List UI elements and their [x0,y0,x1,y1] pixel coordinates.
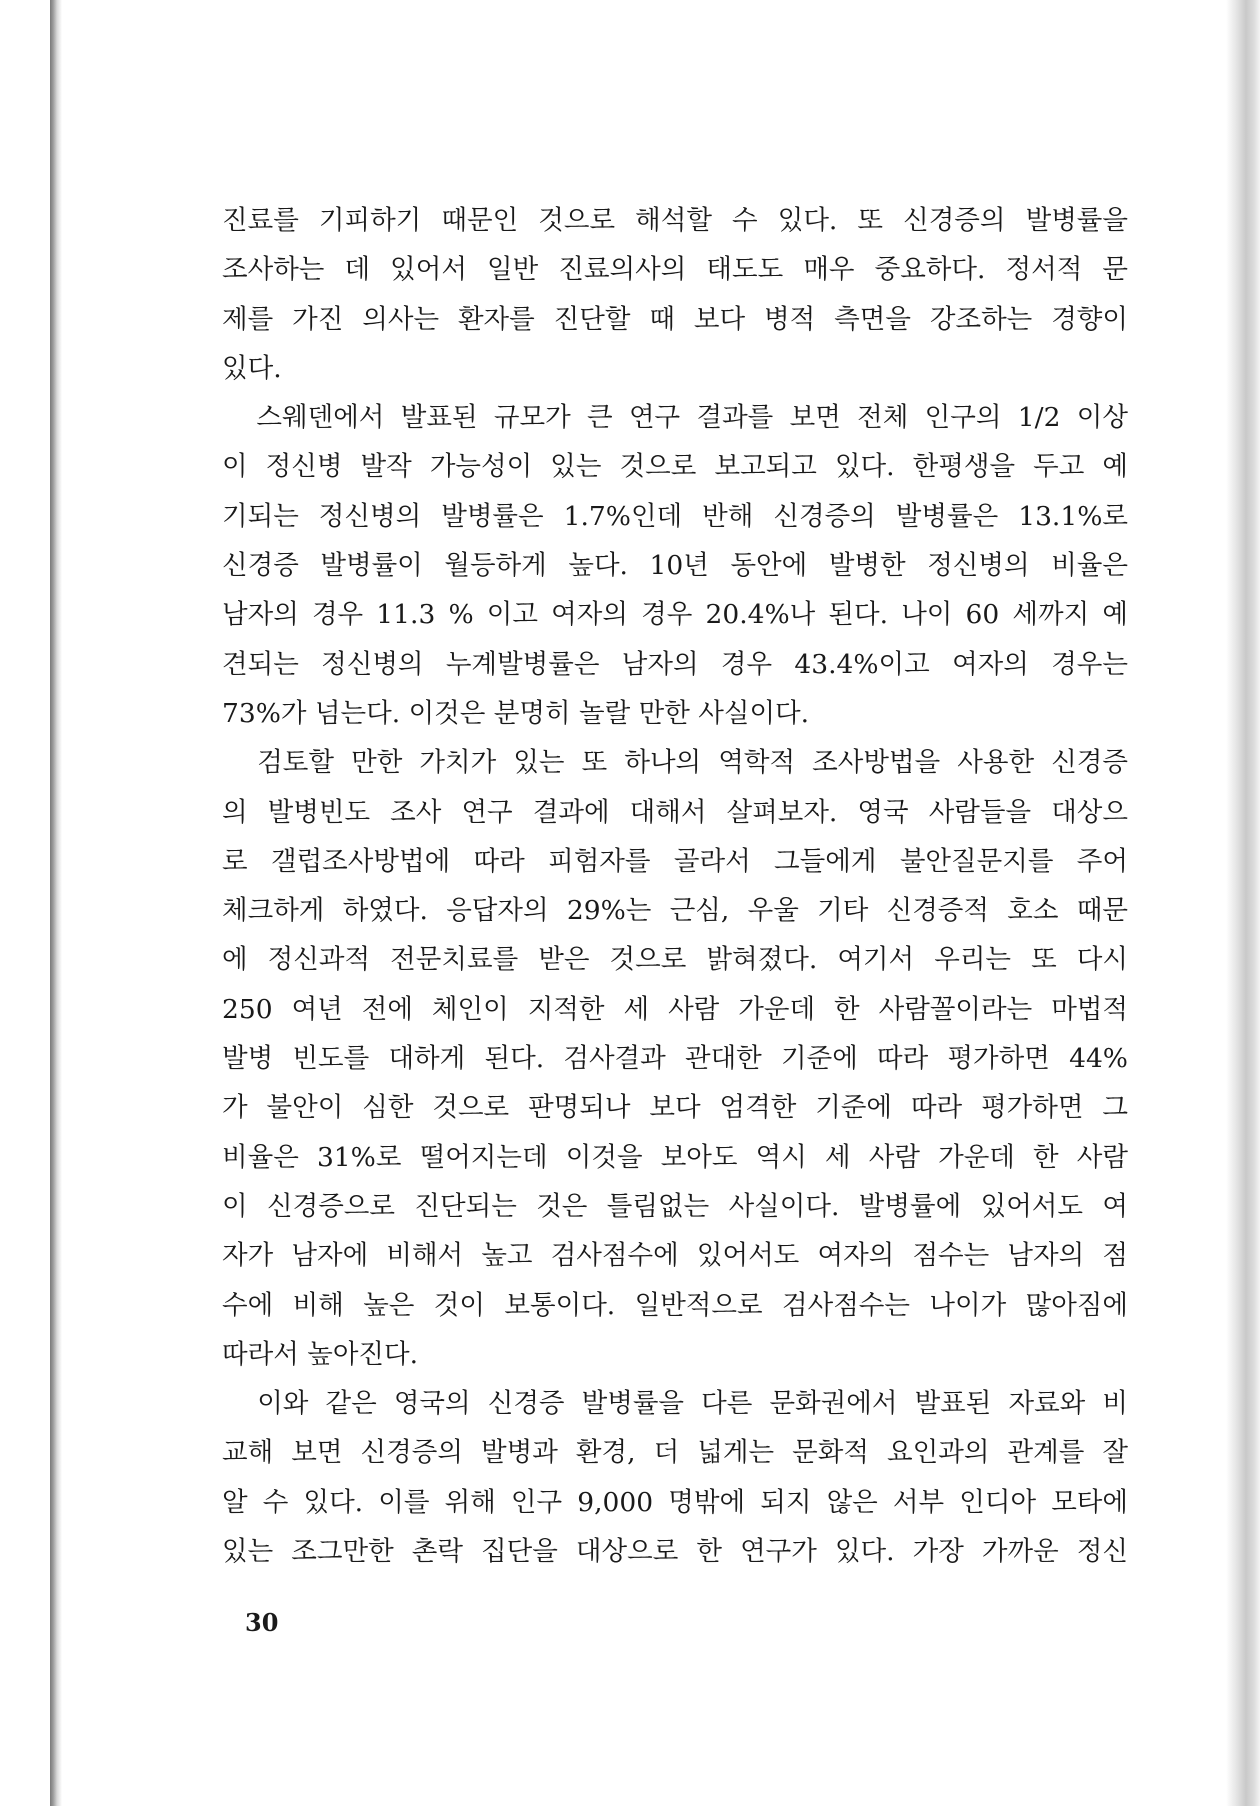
page-left-edge-shadow [50,0,62,1806]
text-line: 250 여년 전에 체인이 지적한 세 사람 가운데 한 사람꼴이라는 마법적 [222,993,1128,1025]
text-line: 자가 남자에 비해서 높고 검사점수에 있어서도 여자의 점수는 남자의 점 [222,1240,1128,1272]
text-line: 기되는 정신병의 발병률은 1.7%인데 반해 신경증의 발병률은 13.1%로 [222,500,1128,532]
text-line: 스웨덴에서 발표된 규모가 큰 연구 결과를 보면 전체 인구의 1/2 이상 [222,402,1128,434]
text-line: 있다. [222,352,282,384]
text-line: 73%가 넘는다. 이것은 분명히 놀랄 만한 사실이다. [222,697,810,729]
page-right-edge-shadow [1226,0,1260,1806]
text-line: 따라서 높아진다. [222,1338,419,1370]
text-line: 견되는 정신병의 누계발병률은 남자의 경우 43.4%이고 여자의 경우는 [222,648,1128,680]
text-line: 가 불안이 심한 것으로 판명되나 보다 엄격한 기준에 따라 평가하면 그 [222,1092,1128,1124]
text-line: 비율은 31%로 떨어지는데 이것을 보아도 역시 세 사람 가운데 한 사람 [222,1141,1128,1173]
text-line: 검토할 만한 가치가 있는 또 하나의 역학적 조사방법을 사용한 신경증 [222,747,1128,779]
text-line: 진료를 기피하기 때문인 것으로 해석할 수 있다. 또 신경증의 발병률을 [222,205,1128,236]
text-line: 신경증 발병률이 월등하게 높다. 10년 동안에 발병한 정신병의 비율은 [222,550,1128,582]
text-line: 있는 조그만한 촌락 집단을 대상으로 한 연구가 있다. 가장 가까운 정신 [222,1536,1128,1568]
page-number: 30 [245,1608,279,1637]
text-line: 이 신경증으로 진단되는 것은 틀림없는 사실이다. 발병률에 있어서도 여 [222,1190,1128,1222]
text-line: 에 정신과적 전문치료를 받은 것으로 밝혀졌다. 여기서 우리는 또 다시 [222,944,1128,976]
text-line: 교해 보면 신경증의 발병과 환경, 더 넓게는 문화적 요인과의 관계를 잘 [222,1437,1128,1469]
text-line: 이 정신병 발작 가능성이 있는 것으로 보고되고 있다. 한평생을 두고 예 [222,451,1128,483]
text-line: 발병 빈도를 대하게 된다. 검사결과 관대한 기준에 따라 평가하면 44% [222,1043,1128,1075]
text-line: 의 발병빈도 조사 연구 결과에 대해서 살펴보자. 영국 사람들을 대상으 [222,796,1128,828]
text-line: 조사하는 데 있어서 일반 진료의사의 태도도 매우 중요하다. 정서적 문 [222,254,1128,286]
text-line: 수에 비해 높은 것이 보통이다. 일반적으로 검사점수는 나이가 많아짐에 [222,1289,1128,1321]
text-line: 체크하게 하였다. 응답자의 29%는 근심, 우울 기타 신경증적 호소 때문 [222,895,1128,927]
text-line: 제를 가진 의사는 환자를 진단할 때 보다 병적 측면을 강조하는 경향이 [222,303,1128,335]
text-line: 남자의 경우 11.3 % 이고 여자의 경우 20.4%나 된다. 나이 60 세까지 예 [222,599,1128,631]
body-text [222,196,1128,1576]
text-line: 알 수 있다. 이를 위해 인구 9,000 명밖에 되지 않은 서부 인디아 모타에 [222,1486,1128,1518]
text-line: 로 갤럽조사방법에 따라 피험자를 골라서 그들에게 불안질문지를 주어 [222,845,1128,877]
text-line: 이와 같은 영국의 신경증 발병률을 다른 문화권에서 발표된 자료와 비 [222,1388,1128,1420]
